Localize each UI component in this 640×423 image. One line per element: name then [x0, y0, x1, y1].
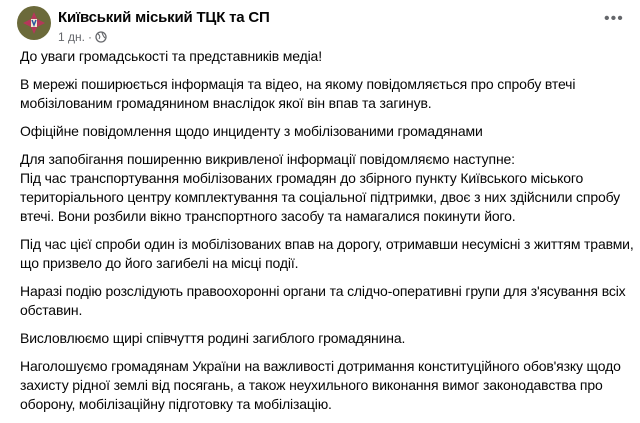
post-paragraph: [20, 357, 632, 414]
post-paragraph: [20, 282, 632, 320]
more-options-button[interactable]: •••: [604, 10, 624, 27]
post-text-line: Висловлюємо щирі співчуття родині загиблого громадянина.: [20, 330, 406, 346]
post-text-line: Наразі подію розслідують правоохоронні органи та слідчо-оперативні групи для з'ясування всіх: [20, 283, 626, 299]
post-paragraph: [20, 75, 632, 113]
separator: ·: [87, 30, 92, 44]
post-paragraph: [20, 47, 632, 66]
post-paragraph: [20, 122, 632, 141]
post-text-line: мобізілованим громадянином внаслідок якої він впав та загинув.: [20, 95, 432, 111]
post-text-line: оборону, мобілізаційну підготовку та мобілізацію.: [20, 396, 332, 412]
post-text-line: втечі. Вони розбили вікно транспортного засобу та намагалися покинути його.: [20, 208, 516, 224]
post-meta: [58, 30, 107, 44]
post-paragraph: [20, 329, 632, 348]
post-text-line: Під час транспортування мобілізованих громадян до збірного пункту Київського міського: [20, 170, 584, 186]
post-text-line: що призвело до його загибелі на місці події.: [20, 255, 299, 271]
post-paragraph: [20, 235, 632, 273]
post-time[interactable]: 1 дн.: [58, 30, 85, 44]
emblem-icon: [22, 11, 46, 35]
post-text-line: Офіційне повідомлення щодо инциденту з мобілізованими громадянами: [20, 123, 483, 139]
post-text-line: захисту рідної землі від посягань, а також неухильного виконання вимог законодавства про: [20, 377, 603, 393]
post-text-line: В мережі поширюється інформація та відео, на якому повідомляється про спробу втечі: [20, 76, 576, 92]
post-paragraph: [20, 150, 632, 226]
post-text-line: Для запобігання поширенню викривленої інформації повідомляємо наступне:: [20, 151, 515, 167]
post-text-line: Наголошуємо громадянам України на важливості дотримання конституційного обов'язку щодо: [20, 358, 621, 374]
post-text-line: Під час цієї спроби один із мобілізованих впав на дорогу, отримавши несумісні з життям травми,: [20, 236, 634, 252]
author-name[interactable]: Київський міський ТЦК та СП: [58, 9, 270, 26]
post-text-line: обставин.: [20, 302, 83, 318]
post-text-line: територіального центру комплектування та соціальної підтримки, двоє з них здійснили спробу: [20, 189, 621, 205]
post-text-line: До уваги громадськості та представників медіа!: [20, 48, 322, 64]
globe-icon: [95, 31, 107, 43]
post-body: [20, 47, 632, 423]
avatar[interactable]: [17, 6, 51, 40]
